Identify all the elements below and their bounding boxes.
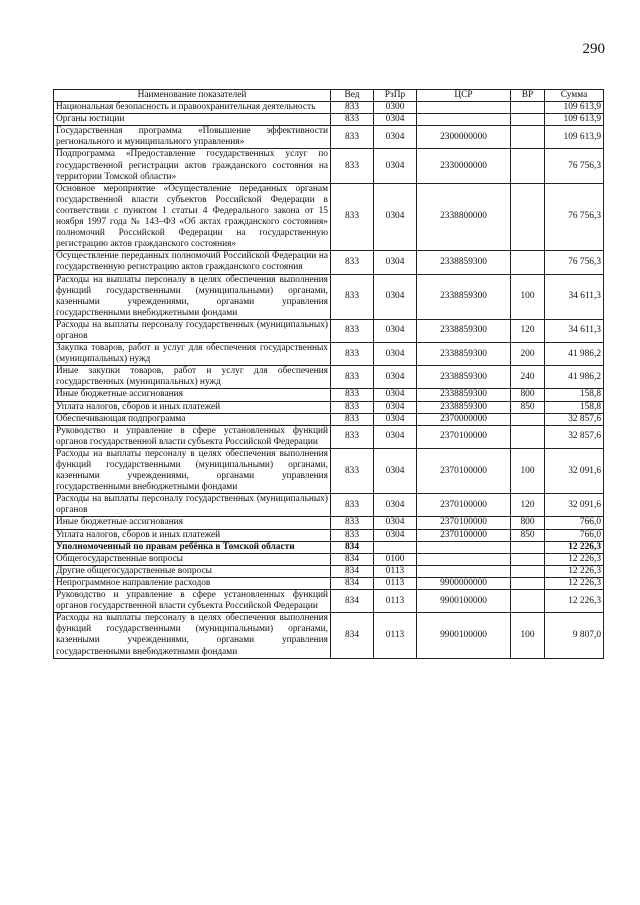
row-name-cell: Закупка товаров, работ и услуг для обеспечения государственных (муниципальных) нужд bbox=[54, 343, 331, 366]
row-ved-cell: 833 bbox=[331, 114, 374, 126]
row-name-cell: Общегосударственные вопросы bbox=[54, 553, 331, 565]
row-csr-cell bbox=[417, 565, 511, 577]
row-name-cell: Расходы на выплаты персоналу государственных (муниципальных) органов bbox=[54, 494, 331, 517]
row-vr-cell bbox=[511, 102, 545, 114]
table-row bbox=[54, 319, 604, 342]
row-name-cell: Уплата налогов, сборов и иных платежей bbox=[54, 401, 331, 413]
row-vr-cell: 120 bbox=[511, 494, 545, 517]
row-rzpr-cell: 0304 bbox=[374, 494, 417, 517]
row-sum-cell: 41 986,2 bbox=[545, 343, 604, 366]
row-name-cell: Органы юстиции bbox=[54, 114, 331, 126]
row-rzpr-cell: 0304 bbox=[374, 401, 417, 413]
row-ved-cell: 833 bbox=[331, 149, 374, 183]
row-vr-cell: 100 bbox=[511, 448, 545, 493]
table-row bbox=[54, 366, 604, 389]
row-csr-cell: 9900000000 bbox=[417, 577, 511, 589]
row-vr-cell bbox=[511, 413, 545, 425]
row-vr-cell bbox=[511, 590, 545, 613]
row-name-cell: Основное мероприятие «Осуществление переданных органам государственной власти субъектов Российской Федерации в соответствии с пунктом 1 статьи 4 Федерального закона от 15 ноября 1997 года № 143–ФЗ «Об актах гражданского состояния» полномочий Российской Федерации на государственную регистрацию актов гражданского состояния» bbox=[54, 183, 331, 251]
row-rzpr-cell: 0304 bbox=[374, 343, 417, 366]
row-ved-cell: 833 bbox=[331, 517, 374, 529]
row-sum-cell: 12 226,3 bbox=[545, 577, 604, 589]
row-sum-cell: 109 613,9 bbox=[545, 102, 604, 114]
table-row bbox=[54, 565, 604, 577]
row-vr-cell bbox=[511, 577, 545, 589]
row-csr-cell bbox=[417, 114, 511, 126]
table-row bbox=[54, 251, 604, 274]
row-csr-cell: 2300000000 bbox=[417, 126, 511, 149]
row-ved-cell: 833 bbox=[331, 389, 374, 401]
table-row bbox=[54, 448, 604, 493]
row-rzpr-cell: 0113 bbox=[374, 613, 417, 658]
row-rzpr-cell: 0304 bbox=[374, 448, 417, 493]
row-ved-cell: 833 bbox=[331, 126, 374, 149]
row-ved-cell: 833 bbox=[331, 319, 374, 342]
column-header-sum: Сумма bbox=[545, 90, 604, 102]
row-csr-cell: 2338800000 bbox=[417, 183, 511, 251]
row-name-cell: Подпрограмма «Предоставление государственных услуг по государственной регистрации актов гражданского состояния на территории Томской области» bbox=[54, 149, 331, 183]
row-ved-cell: 833 bbox=[331, 401, 374, 413]
row-ved-cell: 833 bbox=[331, 494, 374, 517]
row-rzpr-cell: 0304 bbox=[374, 389, 417, 401]
row-name-cell: Уполномоченный по правам ребёнка в Томской области bbox=[54, 541, 331, 553]
column-header-name: Наименование показателей bbox=[54, 90, 331, 102]
row-sum-cell: 34 611,3 bbox=[545, 274, 604, 319]
table-row bbox=[54, 517, 604, 529]
row-name-cell: Иные бюджетные ассигнования bbox=[54, 517, 331, 529]
row-ved-cell: 833 bbox=[331, 448, 374, 493]
table-row bbox=[54, 114, 604, 126]
row-name-cell: Руководство и управление в сфере установленных функций органов государственной власти субъекта Российской Федерации bbox=[54, 590, 331, 613]
table-row bbox=[54, 577, 604, 589]
row-ved-cell: 833 bbox=[331, 529, 374, 541]
row-vr-cell: 850 bbox=[511, 529, 545, 541]
column-header-ved: Вед bbox=[331, 90, 374, 102]
row-vr-cell bbox=[511, 553, 545, 565]
row-sum-cell: 766,0 bbox=[545, 529, 604, 541]
row-rzpr-cell: 0304 bbox=[374, 319, 417, 342]
page-number: 290 bbox=[582, 41, 605, 57]
row-sum-cell: 32 091,6 bbox=[545, 494, 604, 517]
row-csr-cell: 2370000000 bbox=[417, 413, 511, 425]
row-ved-cell: 833 bbox=[331, 183, 374, 251]
row-sum-cell: 32 857,6 bbox=[545, 425, 604, 448]
row-rzpr-cell: 0304 bbox=[374, 274, 417, 319]
row-ved-cell: 833 bbox=[331, 343, 374, 366]
row-csr-cell: 2338859300 bbox=[417, 251, 511, 274]
row-rzpr-cell: 0304 bbox=[374, 183, 417, 251]
row-csr-cell bbox=[417, 102, 511, 114]
row-csr-cell bbox=[417, 541, 511, 553]
row-sum-cell: 158,8 bbox=[545, 389, 604, 401]
row-ved-cell: 833 bbox=[331, 274, 374, 319]
row-name-cell: Расходы на выплаты персоналу в целях обеспечения выполнения функций государственными (муниципальными) органами, казенными учреждениями, органами управления государственными внебюджетными фондами bbox=[54, 274, 331, 319]
row-rzpr-cell: 0304 bbox=[374, 126, 417, 149]
row-rzpr-cell bbox=[374, 541, 417, 553]
row-csr-cell: 9900100000 bbox=[417, 613, 511, 658]
row-csr-cell: 2338859300 bbox=[417, 401, 511, 413]
row-sum-cell: 12 226,3 bbox=[545, 590, 604, 613]
row-ved-cell: 833 bbox=[331, 366, 374, 389]
row-sum-cell: 158,8 bbox=[545, 401, 604, 413]
row-sum-cell: 32 857,6 bbox=[545, 413, 604, 425]
table-row bbox=[54, 149, 604, 183]
row-vr-cell bbox=[511, 425, 545, 448]
row-vr-cell: 800 bbox=[511, 517, 545, 529]
table-row bbox=[54, 590, 604, 613]
row-rzpr-cell: 0304 bbox=[374, 251, 417, 274]
row-ved-cell: 834 bbox=[331, 541, 374, 553]
row-sum-cell: 76 756,3 bbox=[545, 183, 604, 251]
row-vr-cell bbox=[511, 251, 545, 274]
row-csr-cell: 2370100000 bbox=[417, 529, 511, 541]
row-ved-cell: 833 bbox=[331, 251, 374, 274]
row-ved-cell: 834 bbox=[331, 613, 374, 658]
row-sum-cell: 109 613,9 bbox=[545, 114, 604, 126]
row-sum-cell: 12 226,3 bbox=[545, 565, 604, 577]
table-row bbox=[54, 274, 604, 319]
row-csr-cell: 2370100000 bbox=[417, 448, 511, 493]
row-sum-cell: 766,0 bbox=[545, 517, 604, 529]
row-rzpr-cell: 0100 bbox=[374, 553, 417, 565]
row-vr-cell bbox=[511, 541, 545, 553]
row-ved-cell: 834 bbox=[331, 577, 374, 589]
row-name-cell: Осуществление переданных полномочий Российской Федерации на государственную регистрацию актов гражданского состояния bbox=[54, 251, 331, 274]
table-row bbox=[54, 343, 604, 366]
row-rzpr-cell: 0304 bbox=[374, 149, 417, 183]
row-name-cell: Расходы на выплаты персоналу в целях обеспечения выполнения функций государственными (муниципальными) органами, казенными учреждениями, органами управления государственными внебюджетными фондами bbox=[54, 613, 331, 658]
column-header-vr: ВР bbox=[511, 90, 545, 102]
row-sum-cell: 12 226,3 bbox=[545, 553, 604, 565]
row-csr-cell: 2370100000 bbox=[417, 517, 511, 529]
row-name-cell: Расходы на выплаты персоналу в целях обеспечения выполнения функций государственными (муниципальными) органами, казенными учреждениями, органами управления государственными внебюджетными фондами bbox=[54, 448, 331, 493]
row-rzpr-cell: 0113 bbox=[374, 577, 417, 589]
row-ved-cell: 834 bbox=[331, 565, 374, 577]
row-csr-cell: 2338859300 bbox=[417, 319, 511, 342]
row-vr-cell: 800 bbox=[511, 389, 545, 401]
row-name-cell: Уплата налогов, сборов и иных платежей bbox=[54, 529, 331, 541]
table-row bbox=[54, 389, 604, 401]
table-row bbox=[54, 553, 604, 565]
row-csr-cell: 2338859300 bbox=[417, 343, 511, 366]
row-vr-cell bbox=[511, 149, 545, 183]
row-name-cell: Иные бюджетные ассигнования bbox=[54, 389, 331, 401]
row-rzpr-cell: 0304 bbox=[374, 413, 417, 425]
row-rzpr-cell: 0113 bbox=[374, 590, 417, 613]
row-name-cell: Другие общегосударственные вопросы bbox=[54, 565, 331, 577]
row-name-cell: Расходы на выплаты персоналу государственных (муниципальных) органов bbox=[54, 319, 331, 342]
column-header-rzpr: РзПр bbox=[374, 90, 417, 102]
row-name-cell: Руководство и управление в сфере установленных функций органов государственной власти субъекта Российской Федерации bbox=[54, 425, 331, 448]
row-sum-cell: 109 613,9 bbox=[545, 126, 604, 149]
table-row bbox=[54, 413, 604, 425]
row-rzpr-cell: 0113 bbox=[374, 565, 417, 577]
row-sum-cell: 9 807,0 bbox=[545, 613, 604, 658]
table-row bbox=[54, 401, 604, 413]
row-rzpr-cell: 0304 bbox=[374, 529, 417, 541]
table-header-row bbox=[54, 90, 604, 102]
row-csr-cell: 2338859300 bbox=[417, 366, 511, 389]
row-sum-cell: 76 756,3 bbox=[545, 149, 604, 183]
table-row bbox=[54, 613, 604, 658]
row-rzpr-cell: 0300 bbox=[374, 102, 417, 114]
row-csr-cell: 9900100000 bbox=[417, 590, 511, 613]
row-ved-cell: 834 bbox=[331, 553, 374, 565]
row-name-cell: Иные закупки товаров, работ и услуг для обеспечения государственных (муниципальных) нужд bbox=[54, 366, 331, 389]
table-row bbox=[54, 541, 604, 553]
row-vr-cell: 100 bbox=[511, 274, 545, 319]
row-vr-cell: 850 bbox=[511, 401, 545, 413]
budget-table bbox=[53, 89, 604, 659]
row-vr-cell bbox=[511, 565, 545, 577]
row-sum-cell: 32 091,6 bbox=[545, 448, 604, 493]
row-vr-cell: 200 bbox=[511, 343, 545, 366]
table-row bbox=[54, 529, 604, 541]
row-name-cell: Национальная безопасность и правоохранительная деятельность bbox=[54, 102, 331, 114]
row-vr-cell bbox=[511, 126, 545, 149]
row-sum-cell: 12 226,3 bbox=[545, 541, 604, 553]
table-row bbox=[54, 494, 604, 517]
row-csr-cell: 2338859300 bbox=[417, 389, 511, 401]
row-rzpr-cell: 0304 bbox=[374, 425, 417, 448]
row-vr-cell bbox=[511, 114, 545, 126]
row-sum-cell: 34 611,3 bbox=[545, 319, 604, 342]
row-name-cell: Непрограммное направление расходов bbox=[54, 577, 331, 589]
row-vr-cell bbox=[511, 183, 545, 251]
table-row bbox=[54, 126, 604, 149]
row-sum-cell: 41 986,2 bbox=[545, 366, 604, 389]
row-rzpr-cell: 0304 bbox=[374, 366, 417, 389]
row-ved-cell: 833 bbox=[331, 413, 374, 425]
row-vr-cell: 240 bbox=[511, 366, 545, 389]
row-csr-cell: 2370100000 bbox=[417, 425, 511, 448]
row-ved-cell: 833 bbox=[331, 102, 374, 114]
row-csr-cell: 2370100000 bbox=[417, 494, 511, 517]
row-csr-cell bbox=[417, 553, 511, 565]
table-row bbox=[54, 183, 604, 251]
table-row bbox=[54, 102, 604, 114]
row-rzpr-cell: 0304 bbox=[374, 517, 417, 529]
column-header-csr: ЦСР bbox=[417, 90, 511, 102]
row-ved-cell: 834 bbox=[331, 590, 374, 613]
row-vr-cell: 120 bbox=[511, 319, 545, 342]
row-csr-cell: 2338859300 bbox=[417, 274, 511, 319]
table-row bbox=[54, 425, 604, 448]
row-name-cell: Государственная программа «Повышение эффективности регионального и муниципального управления» bbox=[54, 126, 331, 149]
row-name-cell: Обеспечивающая подпрограмма bbox=[54, 413, 331, 425]
row-vr-cell: 100 bbox=[511, 613, 545, 658]
row-rzpr-cell: 0304 bbox=[374, 114, 417, 126]
row-sum-cell: 76 756,3 bbox=[545, 251, 604, 274]
row-csr-cell: 2330000000 bbox=[417, 149, 511, 183]
row-ved-cell: 833 bbox=[331, 425, 374, 448]
